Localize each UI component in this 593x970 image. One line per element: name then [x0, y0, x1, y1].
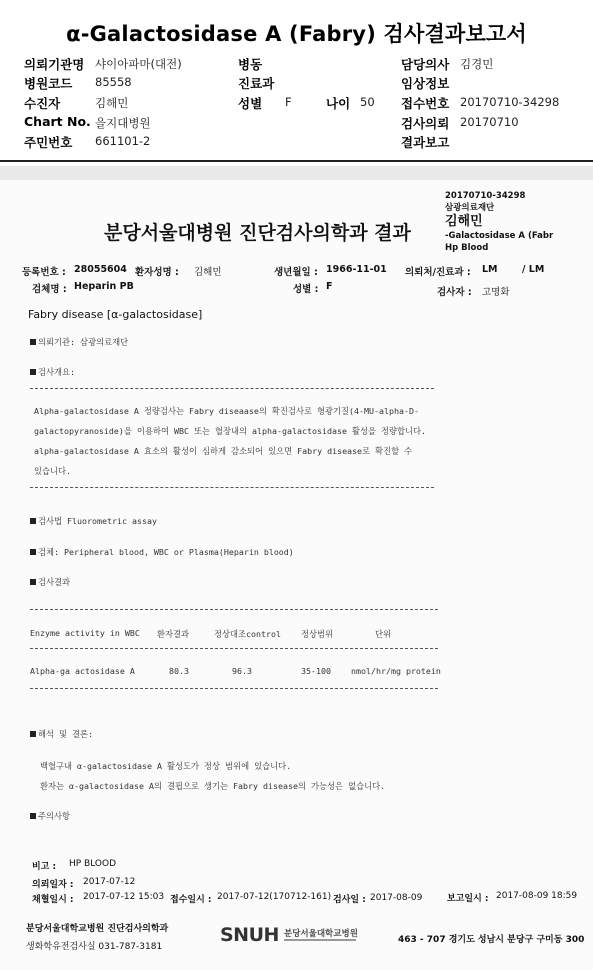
patient-value: 김해민 [95, 96, 129, 110]
request-date-label: 의뢰일자 : [32, 880, 74, 890]
bullet-square-icon [30, 369, 36, 375]
bullet-square-icon [30, 518, 36, 524]
stamp-test: -Galactosidase A (Fabr [445, 231, 554, 241]
test-name: Fabry disease [α-galactosidase] [28, 308, 203, 321]
interpretation-heading: 해석 및 결론: [30, 728, 93, 740]
collection-value: 2017-07-12 15:03 [83, 892, 165, 902]
examiner-value: 고명화 [482, 287, 510, 298]
department-name: 분당서울대학교병원 진단검사의학과 [26, 924, 169, 934]
overview-line-1: Alpha-galactosidase A 정량검사는 Fabry diseaase의 확진검사로 형광기질(4-MU-alpha-D- [34, 406, 419, 416]
referral-dept-value-2: / LM [522, 264, 545, 275]
result-heading: 검사결과 [30, 576, 70, 588]
interpretation-line-2: 환자는 α-galactosidase A의 결핍으로 생기는 Fabry disease의 가능성은 없습니다. [40, 781, 386, 791]
institution-line: 의뢰기관: 삼광의료재단 [30, 336, 128, 348]
resident-number-label: 주민번호 [24, 135, 73, 150]
table-cell-patient-result: 80.3 [169, 666, 189, 676]
bullet-square-icon [30, 579, 36, 585]
test-request-value: 20170710 [460, 115, 519, 129]
registration-number-value: 28055604 [74, 264, 127, 275]
hospital-code-label: 병원코드 [24, 76, 73, 91]
lab-phone: 생화학유전검사실 031-787-3181 [26, 942, 163, 952]
table-header-enzyme: Enzyme activity in WBC [30, 628, 140, 638]
table-cell-normal-range: 35-100 [301, 666, 331, 676]
specimen-line: 검체: Peripheral blood, WBC or Plasma(Heparin blood) [30, 546, 294, 558]
bullet-square-icon [30, 731, 36, 737]
doc-sex-label: 성별 : [293, 284, 319, 295]
patient-label: 수진자 [24, 96, 61, 111]
table-header-normal-range: 정상범위 [301, 629, 334, 639]
remark-label: 비고 : [32, 862, 57, 872]
test-date-label: 검사일 : [333, 895, 366, 905]
table-header-control: 정상대조control [214, 629, 282, 639]
chart-no-value: 을지대병원 [95, 116, 151, 130]
report-header [0, 0, 593, 163]
header-divider [0, 160, 593, 162]
doc-sex-value: F [326, 281, 333, 292]
hospital-result-title: 분당서울대병원 진단검사의학과 결과 [104, 222, 411, 244]
sex-value: F [285, 95, 292, 109]
test-request-label: 검사의뢰 [401, 116, 450, 131]
specimen-label: 검체명 : [32, 284, 67, 295]
dob-value: 1966-11-01 [326, 264, 387, 275]
snuh-logo-subtitle: 분당서울대학교병원 [284, 929, 358, 939]
patient-name-label: 환자성명 : [135, 267, 179, 278]
age-value: 50 [360, 95, 375, 109]
referral-dept-label: 의뢰처/진료과 : [405, 267, 471, 278]
bullet-square-icon [30, 339, 36, 345]
resident-number-value: 661101-2 [95, 134, 151, 148]
hospital-address: 463 - 707 경기도 성남시 분당구 구미동 300 [398, 935, 585, 945]
result-report-label: 결과보고 [401, 135, 450, 150]
department-label: 진료과 [238, 76, 275, 91]
hospital-code-value: 85558 [95, 75, 132, 89]
notes-heading: 주의사항 [30, 810, 70, 822]
overview-line-2: galactopyranoside)을 이용하여 WBC 또는 혈장내의 alpha-galactosidase 활성을 정량합니다. [34, 426, 427, 436]
chart-no-label: Chart No. [24, 114, 91, 129]
stamp-specimen: Hp Blood [445, 243, 489, 253]
table-cell-enzyme: Alpha-ga actosidase A [30, 666, 135, 676]
table-cell-control: 96.3 [232, 666, 252, 676]
table-bottom-rule [30, 688, 438, 689]
overview-line-4: 있습니다. [34, 466, 72, 476]
table-header-rule [30, 648, 438, 649]
snuh-logo-tagline-mark [284, 939, 356, 941]
registration-number-label: 등록번호 : [22, 267, 66, 278]
test-date-value: 2017-08-09 [370, 893, 423, 903]
table-header-unit: 단위 [375, 629, 392, 639]
overview-line-3: alpha-galactosidase A 효소의 활성이 심하게 감소되어 있으면 Fabry disease로 확진할 수 [34, 446, 413, 456]
table-top-rule [30, 609, 438, 610]
snuh-logo [220, 924, 358, 946]
snuh-logo-text: SNUH [220, 924, 279, 946]
receipt-number-value: 20170710-34298 [460, 95, 560, 109]
method-line: 검사법 Fluorometric assay [30, 515, 157, 527]
overview-heading: 검사개요: [30, 366, 75, 378]
receipt-label: 접수일시 : [170, 895, 212, 905]
age-label: 나이 [326, 96, 351, 111]
stamp-org: 삼광의료재단 [445, 203, 495, 213]
stamp-patient: 김해민 [445, 214, 483, 229]
report-datetime-value: 2017-08-09 18:59 [496, 891, 578, 901]
sex-label: 성별 [238, 96, 263, 111]
attending-physician-value: 김경민 [460, 57, 494, 71]
specimen-value: Heparin PB [74, 281, 134, 292]
receipt-number-label: 접수번호 [401, 96, 450, 111]
report-title: α-Galactosidase A (Fabry) 검사결과보고서 [66, 22, 527, 46]
table-cell-unit: nmol/hr/mg protein [351, 666, 441, 676]
dashed-divider [30, 487, 434, 488]
patient-name-value: 김해민 [194, 267, 222, 278]
collection-label: 채혈일시 : [32, 895, 74, 905]
receipt-value: 2017-07-12(170712-161) [217, 892, 332, 902]
bullet-square-icon [30, 549, 36, 555]
requesting-institution-value: 샤이아파마(대전) [95, 57, 182, 71]
dob-label: 생년월일 : [274, 267, 318, 278]
attending-physician-label: 담당의사 [401, 57, 450, 72]
report-datetime-label: 보고일시 : [447, 894, 489, 904]
scan-edge-shadow [0, 166, 593, 180]
interpretation-line-1: 백혈구내 α-galactosidase A 활성도가 정상 범위에 있습니다. [40, 761, 292, 771]
table-header-patient-result: 환자결과 [157, 629, 190, 639]
requesting-institution-label: 의뢰기관명 [24, 57, 85, 72]
stamp-id: 20170710-34298 [445, 191, 526, 201]
examiner-label: 검사자 : [437, 287, 472, 298]
dashed-divider [30, 388, 434, 389]
ward-label: 병동 [238, 57, 263, 72]
lab-stamp [445, 190, 553, 254]
bullet-square-icon [30, 813, 36, 819]
remark-value: HP BLOOD [69, 859, 117, 869]
referral-dept-value: LM [482, 264, 498, 275]
request-date-value: 2017-07-12 [83, 877, 136, 887]
clinical-info-label: 임상정보 [401, 76, 450, 91]
